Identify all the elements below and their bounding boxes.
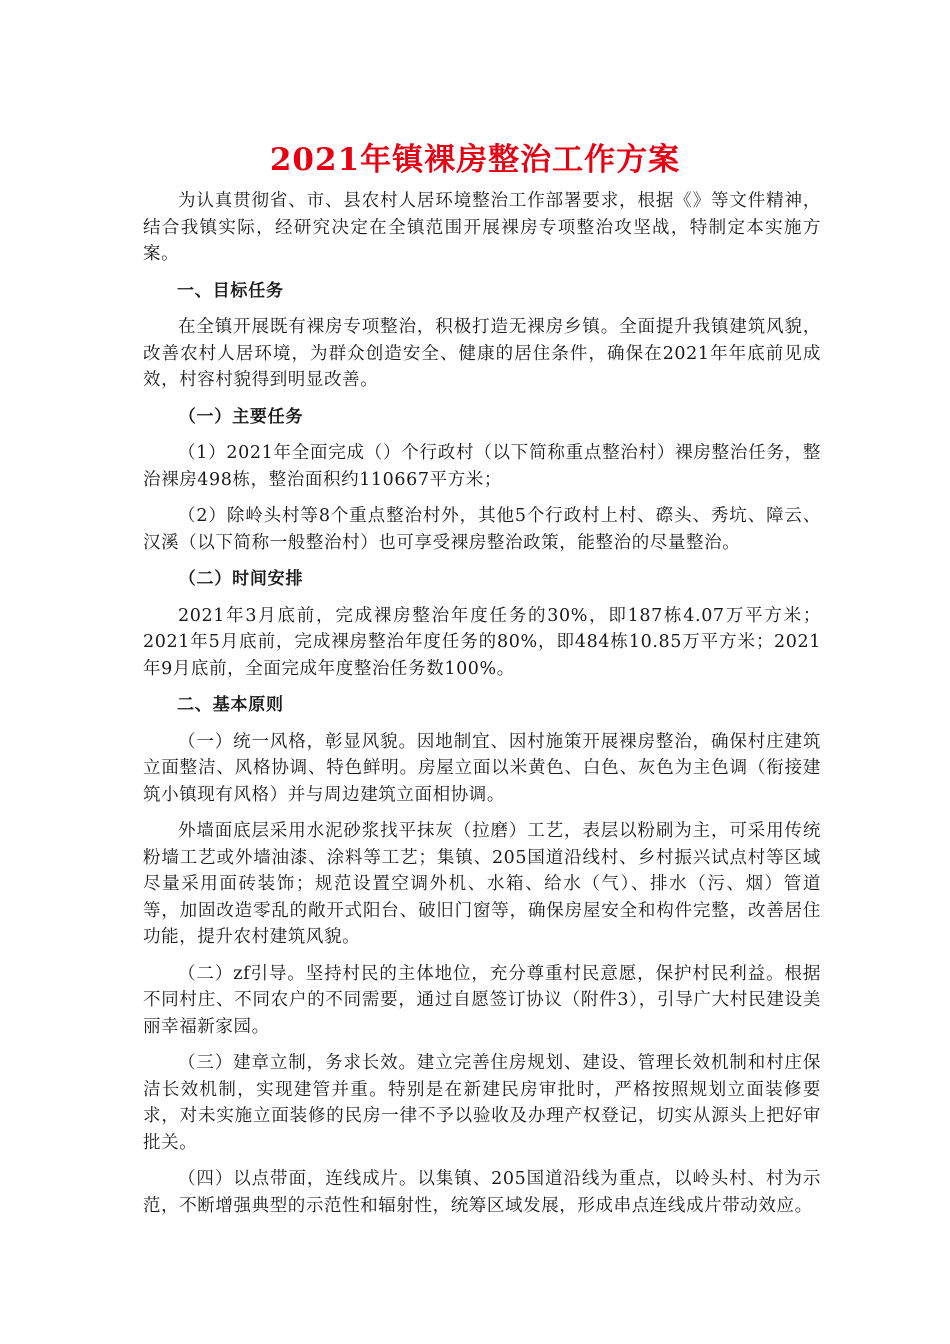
- section-heading-goals: 一、目标任务: [177, 280, 284, 301]
- task-item-2: （2）除岭头村等8个重点整治村外，其他5个行政村上村、磜头、秀坑、障云、汉溪（以下简称一般整治村）也可享受裸房整治政策，能整治的尽量整治。: [143, 506, 821, 553]
- section-heading-principles: 二、基本原则: [177, 695, 284, 715]
- subsection-heading-main-tasks: （一）主要任务: [178, 406, 304, 427]
- principle-paragraph-2: 外墙面底层采用水泥砂浆找平抹灰（拉磨）工艺，表层以粉刷为主，可采用传统粉墙工艺或外墙油漆、涂料等工艺；集镇、205国道沿线村、乡村振兴试点村等区域尽量采用面砖装饰；规范设置空调外机、水箱、给水（气）、排水（污、烟）管道等，加固改造零乱的敞开式阳台、破旧门窗等，确保房屋安全和构件完整，改善居住功能，提升农村建筑风貌。: [143, 821, 821, 947]
- document-body: [143, 188, 821, 1229]
- principle-paragraph-1: （一）统一风格，彰显风貌。因地制宜、因村施策开展裸房整治，确保村庄建筑立面整洁、风格协调、特色鲜明。房屋立面以米黄色、白色、灰色为主色调（衔接建筑小镇现有风格）并与周边建筑立面相协调。: [143, 731, 821, 805]
- schedule-paragraph: 2021年3月底前，完成裸房整治年度任务的30%，即187栋4.07万平方米；2021年5月底前，完成裸房整治年度任务的80%，即484栋10.85万平方米；2021年9月底前，全面完成年度整治任务数100%。: [143, 605, 821, 679]
- principle-paragraph-5: （四）以点带面，连线成片。以集镇、205国道沿线为重点，以岭头村、村为示范，不断增强典型的示范性和辐射性，统筹区域发展，形成串点连线成片带动效应。: [143, 1169, 821, 1216]
- principle-paragraph-4: （三）建章立制，务求长效。建立完善住房规划、建设、管理长效机制和村庄保洁长效机制，实现建管并重。特别是在新建民房审批时，严格按照规划立面装修要求，对未实施立面装修的民房一律不予以验收及办理产权登记，切实从源头上把好审批关。: [143, 1053, 821, 1153]
- task-item-1: （1）2021年全面完成（）个行政村（以下简称重点整治村）裸房整治任务，整治裸房498栋，整治面积约110667平方米；: [143, 443, 821, 490]
- subsection-heading-schedule: （二）时间安排: [178, 569, 304, 589]
- goals-paragraph: 在全镇开展既有裸房专项整治，积极打造无裸房乡镇。全面提升我镇建筑风貌，改善农村人居环境，为群众创造安全、健康的居住条件，确保在2021年年底前见成效，村容村貌得到明显改善。: [143, 317, 821, 390]
- principle-paragraph-3: （二）zf引导。坚持村民的主体地位，充分尊重村民意愿，保护村民利益。根据不同村庄、不同农户的不同需要，通过自愿签订协议（附件3），引导广大村民建设美丽幸福新家园。: [143, 963, 821, 1037]
- intro-paragraph: 为认真贯彻省、市、县农村人居环境整治工作部署要求，根据《》等文件精神，结合我镇实际，经研究决定在全镇范围开展裸房专项整治攻坚战，特制定本实施方案。: [143, 191, 821, 264]
- document-title: 2021年镇裸房整治工作方案: [269, 142, 681, 178]
